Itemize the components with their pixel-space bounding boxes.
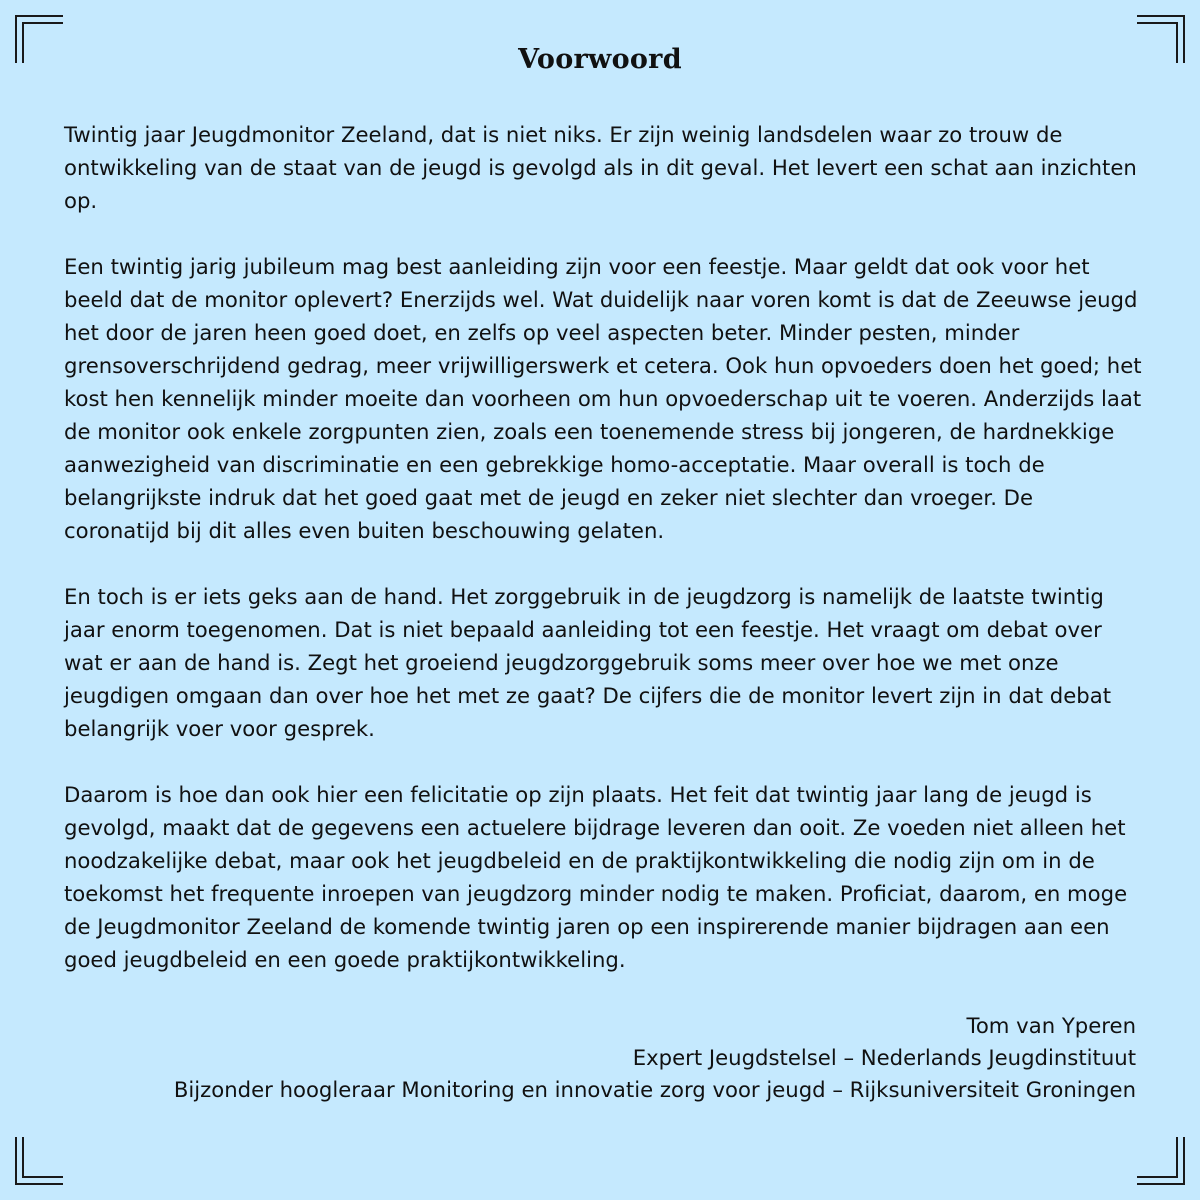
author-role-nji: Expert Jeugdstelsel – Nederlands Jeugdinstituut: [632, 1045, 1136, 1070]
paragraph-intro: Twintig jaar Jeugdmonitor Zeeland, dat is niet niks. Er zijn weinig landsdelen waar zo trouw de ontwikkeling van de staat van de jeugd is gevolgd als in dit geval. Het levert een schat aan inzichten op.: [64, 122, 1137, 213]
page-title: Voorwoord: [518, 44, 682, 75]
paragraph-youth-care: En toch is er iets geks aan de hand. Het zorggebruik in de jeugdzorg is namelijk de laatste twintig jaar enorm toegenomen. Dat is niet bepaald aanleiding tot een feestje. Het vraagt om debat over wat er aan de hand is. Zegt het groeiend jeugdzorggebruik soms meer over hoe we met onze jeugdigen omgaan dan over hoe het met ze gaat? De cijfers die de monitor levert zijn in dat debat belangrijk voer voor gesprek.: [64, 584, 1112, 741]
author-role-rug: Bijzonder hoogleraar Monitoring en innovatie zorg voor jeugd – Rijksuniversiteit Groningen: [173, 1077, 1136, 1102]
signature-block: [174, 1010, 1136, 1106]
paragraph-jubilee: Een twintig jarig jubileum mag best aanleiding zijn voor een feestje. Maar geldt dat ook voor het beeld dat de monitor oplevert? Enerzijds wel. Wat duidelijk naar voren komt is dat de Zeeuwse jeugd het door de jaren heen goed doet, en zelfs op veel aspecten beter. Minder pesten, minder grensoverschrijdend gedrag, meer vrijwilligerswerk et cetera. Ook hun opvoeders doen het goed; het kost hen kennelijk minder moeite dan voorheen om hun opvoederschap uit te voeren. Anderzijds laat de monitor ook enkele zorgpunten zien, zoals een toenemende stress bij jongeren, de hardnekkige aanwezigheid van discriminatie en een gebrekkige homo-acceptatie. Maar overall is toch de belangrijkste indruk dat het goed gaat met de jeugd en zeker niet slechter dan vroeger. De coronatijd bij dit alles even buiten beschouwing gelaten.: [64, 254, 1142, 543]
author-name: Tom van Yperen: [966, 1013, 1136, 1038]
corner-bracket-bottom-right-icon: [1135, 1135, 1185, 1185]
corner-bracket-bottom-left-icon: [15, 1135, 65, 1185]
paragraph-congratulations: Daarom is hoe dan ook hier een felicitatie op zijn plaats. Het feit dat twintig jaar lang de jeugd is gevolgd, maakt dat de gegevens een actuelere bijdrage leveren dan ooit. Ze voeden niet alleen het noodzakelijke debat, maar ook het jeugdbeleid en de praktijkontwikkeling die nodig zijn om in de toekomst het frequente inroepen van jeugdzorg minder nodig te maken. Proficiat, daarom, en moge de Jeugdmonitor Zeeland de komende twintig jaren op een inspirerende manier bijdragen aan een goed jeugdbeleid en een goede praktijkontwikkeling.: [64, 782, 1128, 972]
body-text: [64, 118, 1144, 1009]
